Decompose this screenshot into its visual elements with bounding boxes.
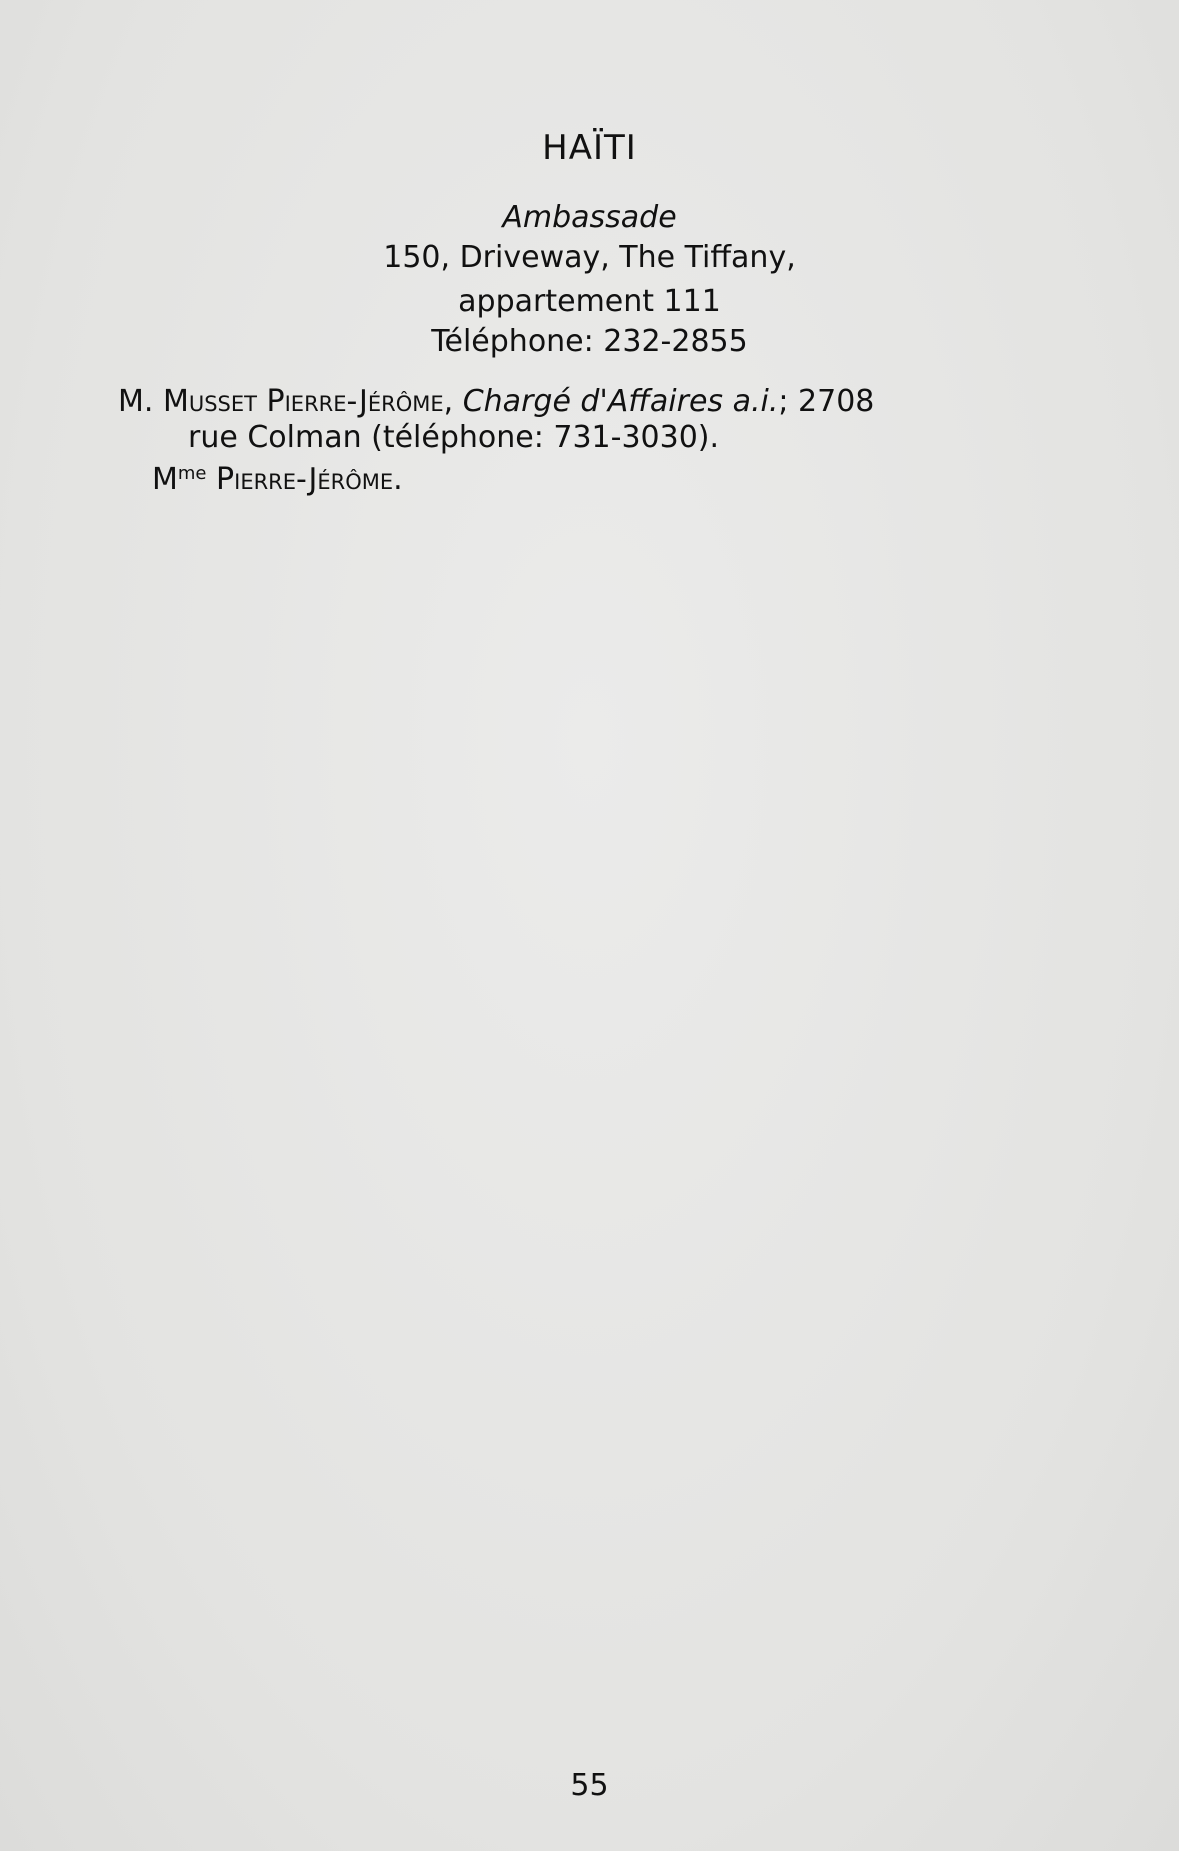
address-line-3: Téléphone: 232-2855 (431, 324, 748, 359)
country-heading: HAÏTI (542, 128, 637, 168)
entry-name: Musset Pierre-Jérôme (162, 384, 444, 419)
entry-separator: , (443, 384, 463, 419)
spouse-name: Pierre-Jérôme. (206, 462, 403, 497)
spouse-prefix: M (152, 462, 178, 497)
section-subheading: Ambassade (502, 200, 677, 235)
address-line-1: 150, Driveway, The Tiffany, (383, 240, 796, 275)
entry-title: Chargé d'Affaires a.i. (462, 384, 779, 419)
entry-prefix: M. (118, 384, 163, 419)
entry-rest-1: ; 2708 (778, 384, 875, 419)
entry-rest-2: rue Colman (téléphone: 731-3030). (188, 420, 720, 455)
diplomat-entry (118, 384, 1028, 456)
address-line-2: appartement 111 (458, 284, 721, 319)
spouse-entry (152, 462, 403, 497)
spouse-prefix-sup: me (177, 463, 207, 484)
page-number: 55 (570, 1768, 609, 1803)
